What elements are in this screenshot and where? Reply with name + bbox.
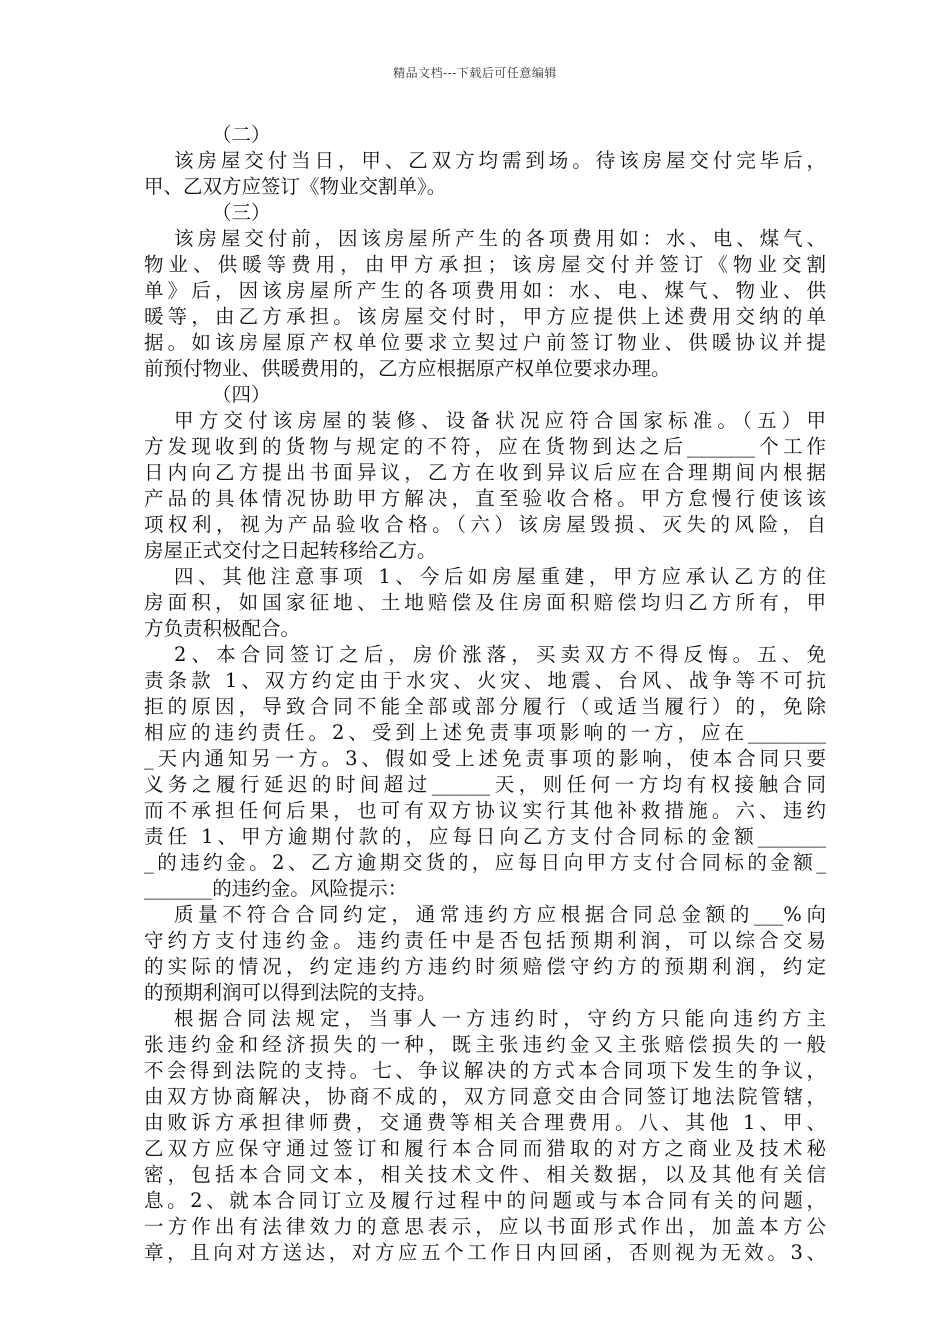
paragraph-line: 前预付物业、供暖费用的，乙方应根据原产权单位要求办理。 [144, 357, 671, 380]
paragraph-line: 单》后，因该房屋所产生的各项费用如：水、电、煤气、物业、供 [144, 279, 826, 302]
paragraph-line: 四、其他注意事项 1、今后如房屋重建，甲方应承认乙方的住 [174, 565, 826, 588]
paragraph-line: 甲、乙双方应签订《物业交割单》。 [144, 175, 447, 198]
document-body [144, 122, 826, 1266]
paragraph-line: 守约方支付违约金。违约责任中是否包括预期利润，可以综合交易 [144, 929, 826, 952]
paragraph-line: _天内通知另一方。3、假如受上述免责事项的影响，使本合同只要 [144, 747, 826, 770]
paragraph-line: 该房屋交付前，因该房屋所产生的各项费用如：水、电、煤气、 [174, 227, 826, 250]
section-heading: （三） [212, 201, 271, 224]
paragraph-line: 张违约金和经济损失的一种，既主张违约金又主张赔偿损失的一般 [144, 1033, 826, 1056]
paragraph-line: 乙双方应保守通过签订和履行本合同而猎取的对方之商业及技术秘 [144, 1137, 826, 1160]
paragraph-line: 由双方协商解决，协商不成的，双方同意交由合同签订地法院管辖， [144, 1085, 826, 1108]
paragraph-line: 责条款 1、双方约定由于水灾、火灾、地震、台风、战争等不可抗 [144, 669, 826, 692]
paragraph-line: 日内向乙方提出书面异议，乙方在收到异议后应在合理期间内根据 [144, 461, 826, 484]
paragraph-line: 而不承担任何后果，也可有双方协议实行其他补救措施。六、违约 [144, 799, 826, 822]
paragraph-line: _的违约金。2、乙方逾期交货的，应每日向甲方支付合同标的金额_ [144, 851, 826, 874]
paragraph-line: 的预期利润可以得到法院的支持。 [144, 981, 437, 1004]
paragraph-line: 息。2、就本合同订立及履行过程中的问题或与本合同有关的问题， [144, 1189, 826, 1212]
paragraph-line: 质量不符合合同约定，通常违约方应根据合同总金额的___%向 [174, 903, 826, 926]
paragraph-line: 相应的违约责任。2、受到上述免责事项影响的一方，应在________ [144, 721, 826, 744]
paragraph-line: 义务之履行延迟的时间超过______天，则任何一方均有权接触合同 [144, 773, 826, 796]
paragraph-line: 密，包括本合同文本，相关技术文件、相关数据，以及其他有关信 [144, 1163, 826, 1186]
paragraph-line: 该房屋交付当日，甲、乙双方均需到场。待该房屋交付完毕后， [174, 149, 826, 172]
paragraph-line: 房屋正式交付之日起转移给乙方。 [144, 539, 437, 562]
paragraph-line: 一方作出有法律效力的意思表示，应以书面形式作出，加盖本方公 [144, 1215, 826, 1238]
paragraph-line: 方负责积极配合。 [144, 617, 301, 640]
paragraph-line: 甲方交付该房屋的装修、设备状况应符合国家标准。（五）甲 [174, 409, 826, 432]
paragraph-line: 由败诉方承担律师费，交通费等相关合理费用。八、其他 1、甲、 [144, 1111, 826, 1134]
paragraph-line: 2、本合同签订之后，房价涨落，买卖双方不得反悔。五、免 [174, 643, 826, 666]
paragraph-line: 据。如该房屋原产权单位要求立契过户前签订物业、供暖协议并提 [144, 331, 826, 354]
section-heading: （二） [212, 123, 271, 146]
paragraph-line: 拒的原因，导致合同不能全部或部分履行（或适当履行）的，免除 [144, 695, 826, 718]
paragraph-line: 方发现收到的货物与规定的不符，应在货物到达之后_______个工作 [144, 435, 826, 458]
paragraph-line: _______的违约金。风险提示： [144, 877, 408, 900]
paragraph-line: 根据合同法规定，当事人一方违约时，守约方只能向违约方主 [174, 1007, 826, 1030]
paragraph-line: 责任 1、甲方逾期付款的，应每日向乙方支付合同标的金额_______ [144, 825, 826, 848]
page-header: 精品文档---下载后可任意编辑 [393, 66, 557, 80]
paragraph-line: 章，且向对方送达，对方应五个工作日内回函，否则视为无效。3、 [144, 1241, 826, 1264]
paragraph-line: 的实际的情况，约定违约方违约时须赔偿守约方的预期利润，约定 [144, 955, 826, 978]
paragraph-line: 暖等，由乙方承担。该房屋交付时，甲方应提供上述费用交纳的单 [144, 305, 826, 328]
section-heading: （四） [212, 383, 271, 406]
paragraph-line: 房面积，如国家征地、土地赔偿及住房面积赔偿均归乙方所有，甲 [144, 591, 826, 614]
paragraph-line: 不会得到法院的支持。七、争议解决的方式本合同项下发生的争议， [144, 1059, 826, 1082]
paragraph-line: 物业、供暖等费用，由甲方承担；该房屋交付并签订《物业交割 [144, 253, 826, 276]
paragraph-line: 项权利，视为产品验收合格。（六）该房屋毁损、灭失的风险，自 [144, 513, 826, 536]
paragraph-line: 产品的具体情况协助甲方解决，直至验收合格。甲方怠慢行使该该 [144, 487, 826, 510]
